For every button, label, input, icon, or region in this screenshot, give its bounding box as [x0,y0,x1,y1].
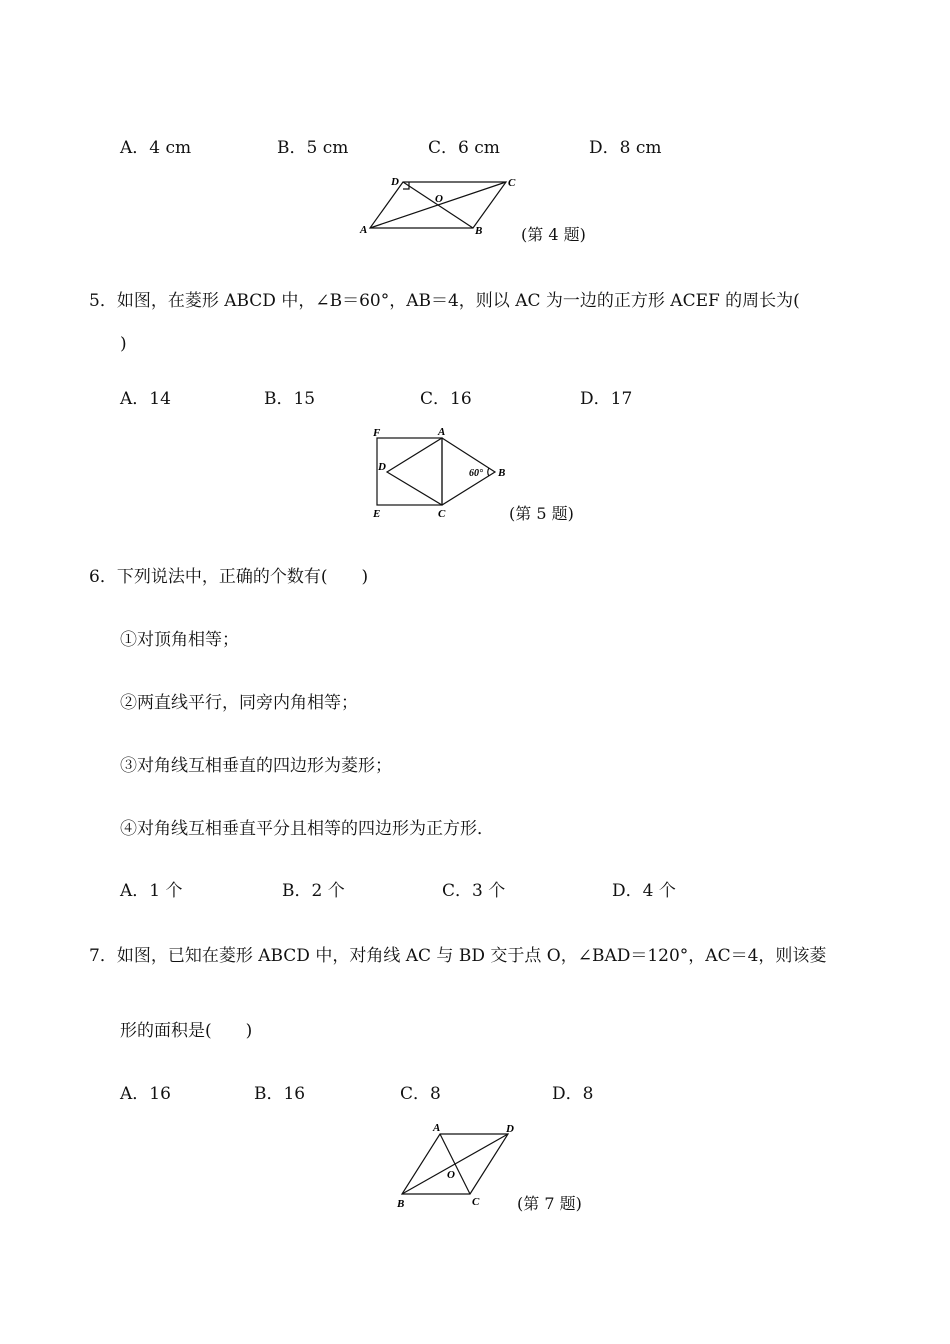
q7-label-a: A [433,1122,441,1134]
q5-option-c: C．16 [420,389,472,409]
q4-option-a: A．4 cm [120,138,192,158]
q6-option-b: B．2 个 [282,881,345,901]
q7-option-c: C．8 [400,1084,441,1104]
diagonal-bd [402,1134,508,1194]
q4-figure [355,172,530,244]
q6-statement-2: ②两直线平行，同旁内角相等； [120,693,358,713]
q7-label-c: C [472,1196,480,1208]
q4-label-a: A [360,224,368,236]
q5-label-a: A [438,426,446,438]
q6-statement-1: ①对顶角相等； [120,630,239,650]
q5-figure-caption: (第 5 题) [509,504,574,523]
q6-option-d: D．4 个 [612,881,676,901]
q4-option-b: B．5 cm [277,138,349,158]
q4-label-b: B [475,225,483,237]
q7-option-b: B．16 [254,1084,306,1104]
q6-statement-3: ③对角线互相垂直的四边形为菱形； [120,756,392,776]
q4-label-c: C [508,177,516,189]
q5-option-b: B．15 [264,389,316,409]
diagonal-bd [403,182,473,228]
q6-statement-4: ④对角线互相垂直平分且相等的四边形为正方形． [120,819,494,839]
q5-angle-label: 60° [469,468,483,479]
q5-label-c: C [438,508,446,520]
q7-label-o: O [447,1169,455,1181]
q5-label-b: B [498,467,506,479]
q5-label-f: F [373,427,381,439]
q6-option-a: A．1 个 [120,881,183,901]
q7-label-d: D [506,1123,514,1135]
q4-label-d: D [391,176,399,188]
q7-text-line2: 形的面积是( ) [120,1021,253,1041]
q4-option-d: D．8 cm [589,138,662,158]
q5-option-a: A．14 [120,389,171,409]
q7-label-b: B [397,1198,405,1210]
q4-label-o: O [435,193,443,205]
q4-figure-caption: (第 4 题) [521,225,586,244]
q5-label-d: D [378,461,386,473]
q7-option-a: A．16 [120,1084,171,1104]
q5-figure [365,424,515,520]
q5-text-line2: ) [120,334,127,354]
q7-figure [390,1118,525,1212]
q7-text-line1: 7．如图，已知在菱形 ABCD 中，对角线 AC 与 BD 交于点 O，∠BAD＝120°，AC＝4，则该菱 [89,946,827,966]
q4-option-c: C．6 cm [428,138,500,158]
q5-text-line1: 5．如图，在菱形 ABCD 中，∠B＝60°，AB＝4，则以 AC 为一边的正方形 ACEF 的周长为( [89,291,800,311]
angle-b-arc [488,468,489,476]
q6-option-c: C．3 个 [442,881,506,901]
q7-option-d: D．8 [552,1084,594,1104]
q5-label-e: E [373,508,381,520]
q7-figure-caption: (第 7 题) [517,1194,582,1213]
q6-text: 6．下列说法中，正确的个数有( ) [89,567,369,587]
q5-option-d: D．17 [580,389,633,409]
